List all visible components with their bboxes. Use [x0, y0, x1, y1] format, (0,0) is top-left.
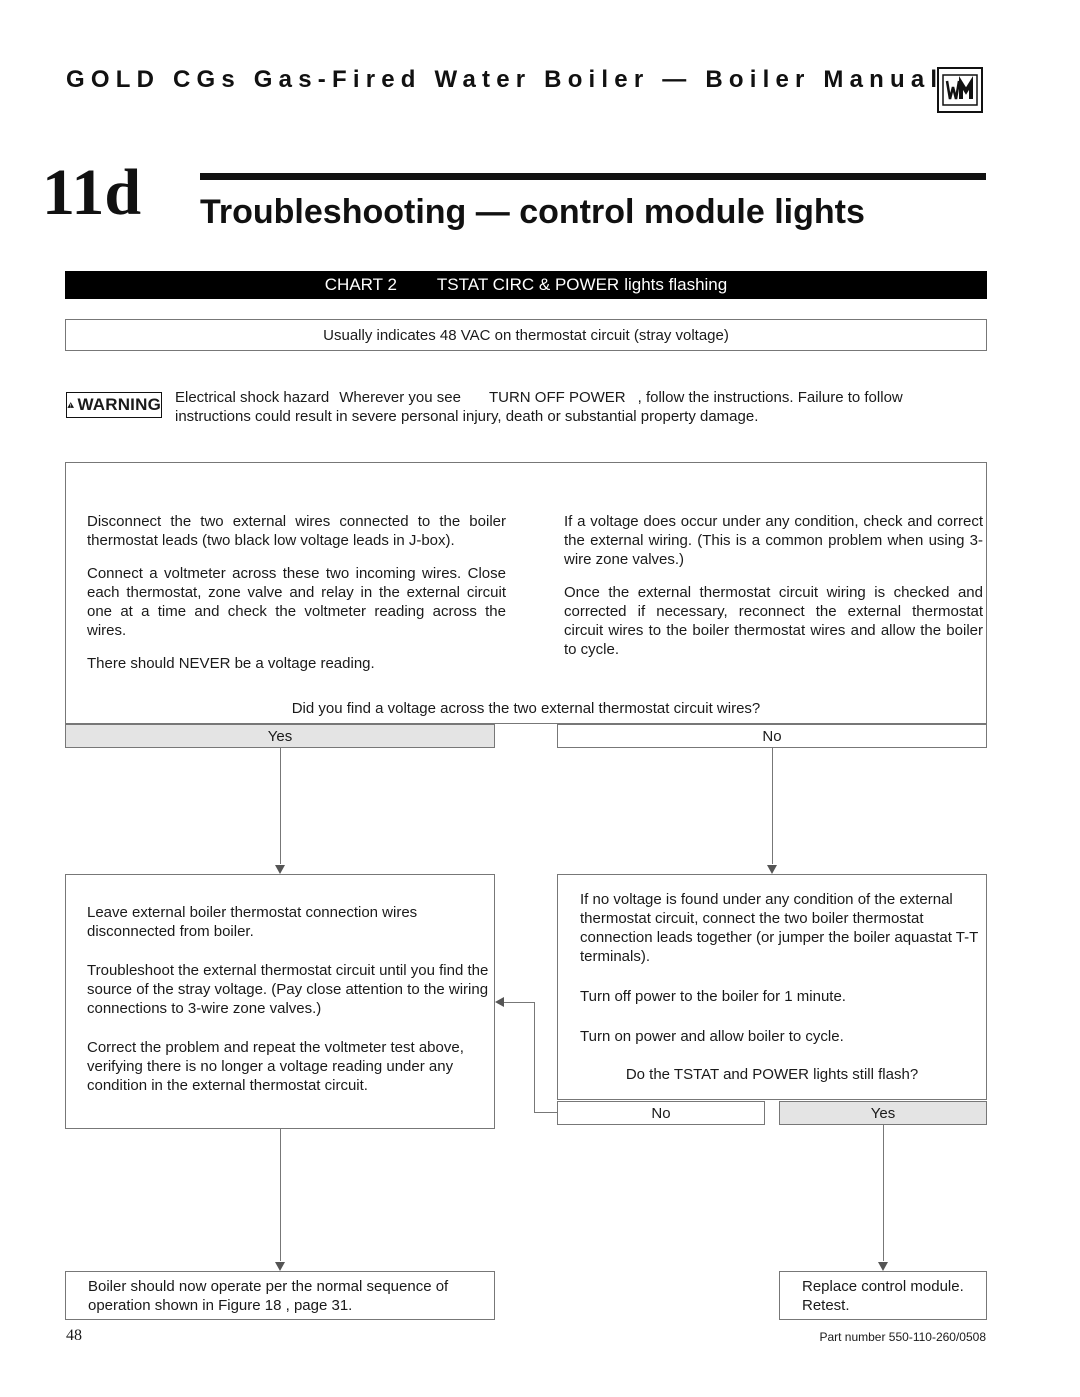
- warning-triangle-icon: [67, 397, 74, 413]
- connector-line: [772, 748, 773, 864]
- arrow-down-icon: [767, 865, 777, 874]
- chart-number: CHART 2: [324, 275, 397, 294]
- connector-line: [280, 1129, 281, 1261]
- manual-header-title: GOLD CGs Gas-Fired Water Boiler — Boiler Manual: [66, 66, 944, 93]
- chart-title-rest: lights flashing: [624, 275, 728, 294]
- section-rule: [200, 173, 986, 180]
- answer-no-box-2: [557, 1101, 765, 1125]
- warning-line2: instructions could result in severe personal injury, death or substantial property damage.: [175, 408, 759, 425]
- answer-yes-box: [65, 724, 495, 748]
- yes-branch-result: Boiler should now operate per the normal sequence of operation shown in Figure 18 , page 31.: [88, 1278, 449, 1314]
- arrow-down-icon: [275, 1262, 285, 1271]
- loopback-line: [504, 1002, 534, 1003]
- no-branch-result-line1: Replace control module.: [802, 1278, 964, 1295]
- warning-hazard: Electrical shock hazard: [175, 389, 330, 406]
- indicates-text: Usually indicates 48 VAC on thermostat circuit (stray voltage): [323, 326, 729, 344]
- answer-yes-label: Yes: [267, 727, 293, 745]
- answer-yes-label-2: Yes: [870, 1104, 896, 1122]
- no-branch-paragraph: If no voltage is found under any condition of the external thermostat circuit, connect the two boiler thermostat connection leads together (or jumper the boiler aquastat T-T terminals).: [580, 891, 979, 965]
- part-number: Part number 550-110-260/0508: [819, 1330, 986, 1344]
- answer-no-box: [557, 724, 987, 748]
- warning-text: [175, 388, 975, 426]
- section-title: Troubleshooting — control module lights: [200, 193, 865, 231]
- no-branch-text: [580, 890, 980, 1067]
- main-right-paragraph: If a voltage does occur under any condition, check and correct the external wiring. (This is a common problem when using 3-wire zone valves.): [564, 513, 983, 568]
- wm-logo-mark: [941, 71, 979, 109]
- no-branch-result-box: [779, 1271, 987, 1320]
- answer-no-label: No: [762, 727, 782, 745]
- arrow-down-icon: [275, 865, 285, 874]
- main-left-paragraph: Connect a voltmeter across these two incoming wires. Close each thermostat, zone valve and relay in the external circuit one at a time and check the voltmeter reading across the wires.: [87, 565, 506, 639]
- arrow-left-icon: [495, 997, 504, 1007]
- indicates-box: [65, 319, 987, 351]
- chart-title-caps: TSTAT CIRC & POWER: [436, 275, 620, 294]
- warning-turn-off-power: TURN OFF POWER: [488, 389, 626, 406]
- yes-branch-paragraph: Correct the problem and repeat the voltmeter test above, verifying there is no longer a voltage reading under any condition in the external thermostat circuit.: [87, 1039, 464, 1094]
- connector-line: [883, 1125, 884, 1261]
- yes-branch-paragraph: Troubleshoot the external thermostat circuit until you find the source of the stray voltage. (Pay close attention to the wiring connections to 3-wire zone valves.): [87, 962, 489, 1017]
- no-branch-paragraph: Turn off power to the boiler for 1 minute.: [580, 988, 846, 1005]
- main-question: Did you find a voltage across the two external thermostat circuit wires?: [291, 700, 761, 717]
- page-number: 48: [66, 1327, 82, 1344]
- no-branch-result-line2: Retest.: [802, 1297, 850, 1314]
- main-left-paragraph: There should NEVER be a voltage reading.: [87, 655, 375, 672]
- section-number: 11d: [42, 156, 142, 229]
- yes-branch-result-box: [65, 1271, 495, 1320]
- main-left-paragraph: Disconnect the two external wires connected to the boiler thermostat leads (two black low voltage leads in J-box).: [87, 513, 506, 549]
- connector-line: [280, 748, 281, 864]
- loopback-line: [534, 1002, 535, 1112]
- yes-branch-text: [87, 903, 492, 1115]
- chart-title-bar: [65, 271, 987, 299]
- answer-yes-box-2: [779, 1101, 987, 1125]
- arrow-down-icon: [878, 1262, 888, 1271]
- loopback-line: [534, 1112, 557, 1113]
- warning-badge: [66, 392, 162, 418]
- main-left-column: [87, 512, 506, 687]
- no-branch-question: Do the TSTAT and POWER lights still flash?: [625, 1066, 919, 1083]
- answer-no-label-2: No: [651, 1104, 671, 1122]
- wm-logo: [937, 67, 983, 113]
- main-right-column: [564, 512, 983, 673]
- warning-wherever: Wherever you see: [339, 389, 461, 406]
- warning-badge-label: WARNING: [77, 395, 161, 414]
- no-branch-paragraph: Turn on power and allow boiler to cycle.: [580, 1028, 844, 1045]
- main-right-paragraph: Once the external thermostat circuit wiring is checked and corrected if necessary, reconnect the external thermostat circuit wires to the boiler thermostat wires and allow the boiler to cycle.: [564, 584, 983, 658]
- yes-branch-paragraph: Leave external boiler thermostat connection wires disconnected from boiler.: [87, 904, 418, 940]
- warning-follow: , follow the instructions. Failure to follow: [637, 389, 903, 406]
